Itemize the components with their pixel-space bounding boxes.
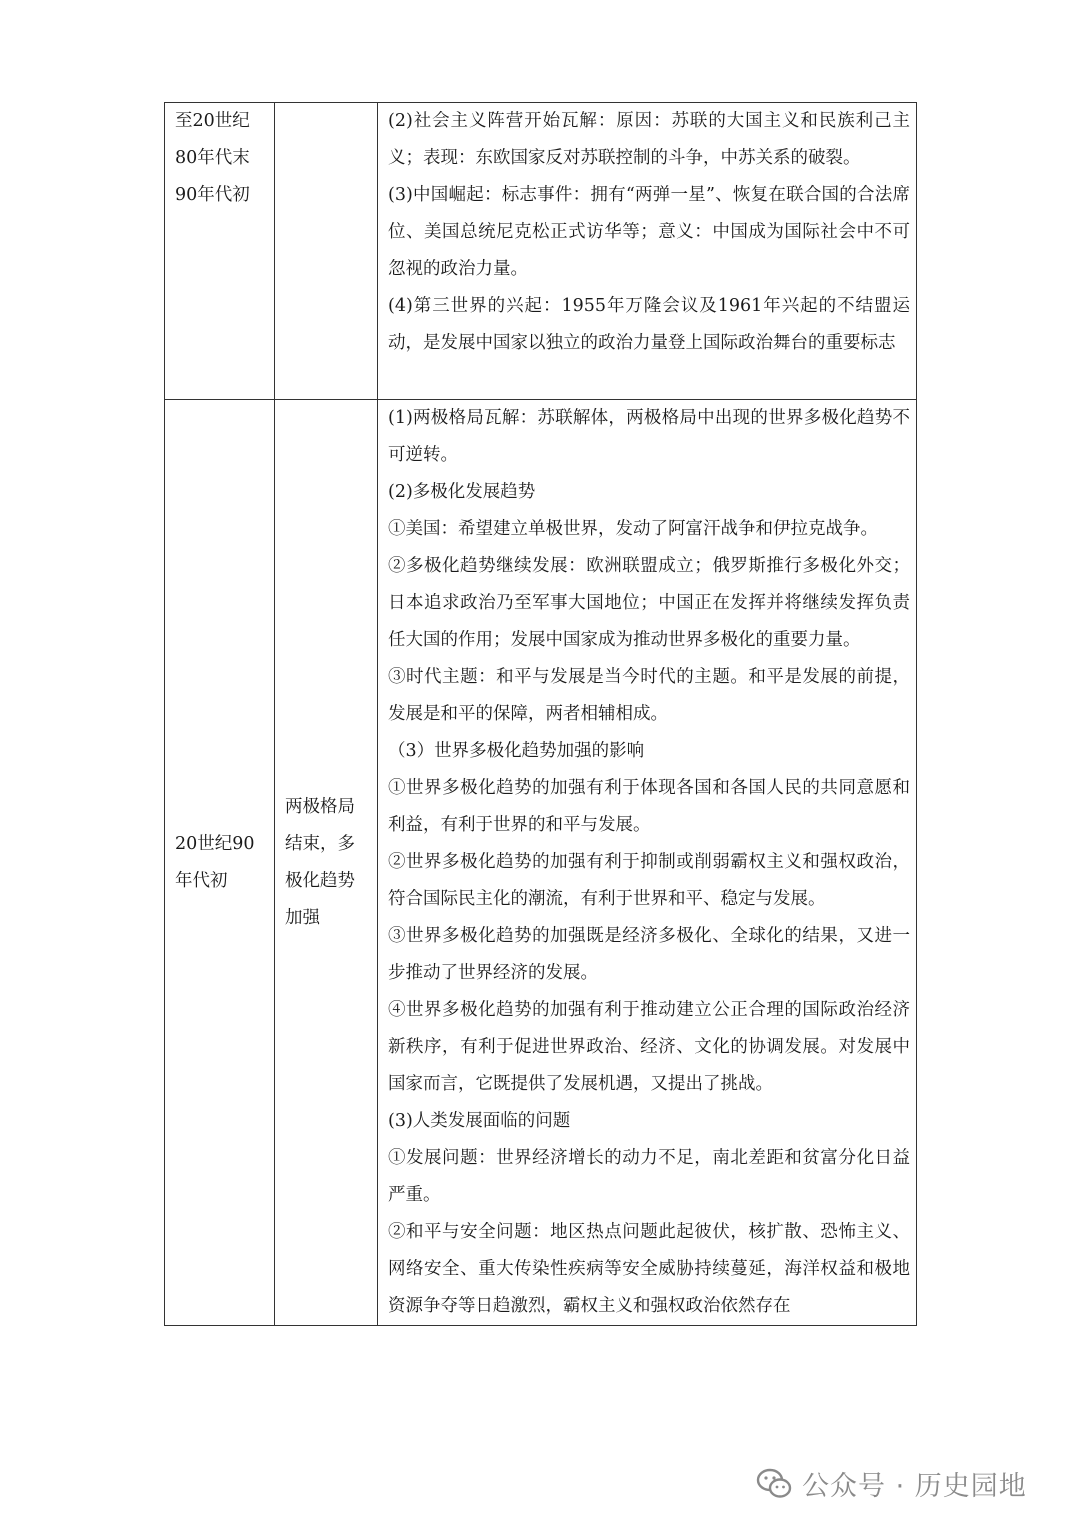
list-item: ④世界多极化趋势的加强有利于推动建立公正合理的国际政治经济新秩序，有利于促进世界政治、经济、文化的协调发展。对发展中国家而言，它既提供了发展机遇，又提出了挑战。 bbox=[388, 1000, 910, 1094]
history-table bbox=[164, 102, 917, 1326]
list-item: ②世界多极化趋势的加强有利于抑制或削弱霸权主义和强权政治，符合国际民主化的潮流，有利于世界和平、稳定与发展。 bbox=[388, 852, 910, 909]
table-row bbox=[165, 103, 917, 400]
period-cell: 至20世纪80年代末90年代初 bbox=[165, 103, 275, 400]
content-cell bbox=[378, 400, 917, 1326]
watermark-text: 公众号 · 历史园地 bbox=[802, 1470, 1027, 1502]
list-item: (2)多极化发展趋势 bbox=[388, 482, 536, 502]
list-item: ①美国：希望建立单极世界，发动了阿富汗战争和伊拉克战争。 bbox=[388, 519, 878, 539]
list-item: ①世界多极化趋势的加强有利于体现各国和各国人民的共同意愿和利益，有利于世界的和平与发展。 bbox=[388, 778, 910, 835]
period-cell: 20世纪90年代初 bbox=[165, 400, 275, 1326]
list-item: (1)两极格局瓦解：苏联解体，两极格局中出现的世界多极化趋势不可逆转。 bbox=[388, 408, 910, 465]
list-item: (2)社会主义阵营开始瓦解：原因：苏联的大国主义和民族利己主义；表现：东欧国家反对苏联控制的斗争，中苏关系的破裂。 bbox=[388, 111, 910, 168]
theme-cell: 两极格局结束，多极化趋势加强 bbox=[275, 400, 378, 1326]
watermark bbox=[756, 1463, 1027, 1503]
list-item: ②和平与安全问题：地区热点问题此起彼伏，核扩散、恐怖主义、网络安全、重大传染性疾病等安全威胁持续蔓延，海洋权益和极地资源争夺等日趋激烈，霸权主义和强权政治依然存在 bbox=[388, 1222, 910, 1316]
theme-cell bbox=[275, 103, 378, 400]
table-row bbox=[165, 400, 917, 1326]
list-item: ①发展问题：世界经济增长的动力不足，南北差距和贫富分化日益严重。 bbox=[388, 1148, 910, 1205]
list-item: (4)第三世界的兴起：1955年万隆会议及1961年兴起的不结盟运动，是发展中国家以独立的政治力量登上国际政治舞台的重要标志 bbox=[388, 296, 910, 353]
list-item: (3)中国崛起：标志事件：拥有“两弹一星”、恢复在联合国的合法席位、美国总统尼克松正式访华等；意义：中国成为国际社会中不可忽视的政治力量。 bbox=[388, 185, 910, 279]
content-cell bbox=[378, 103, 917, 400]
list-item: （3）世界多极化趋势加强的影响 bbox=[388, 741, 645, 761]
list-item: (3)人类发展面临的问题 bbox=[388, 1111, 571, 1131]
wechat-icon bbox=[756, 1467, 792, 1499]
list-item: ②多极化趋势继续发展：欧洲联盟成立；俄罗斯推行多极化外交；日本追求政治乃至军事大国地位；中国正在发挥并将继续发挥负责任大国的作用；发展中国家成为推动世界多极化的重要力量。 bbox=[388, 556, 910, 650]
list-item: ③世界多极化趋势的加强既是经济多极化、全球化的结果，又进一步推动了世界经济的发展。 bbox=[388, 926, 910, 983]
list-item: ③时代主题：和平与发展是当今时代的主题。和平是发展的前提，发展是和平的保障，两者相辅相成。 bbox=[388, 667, 910, 724]
